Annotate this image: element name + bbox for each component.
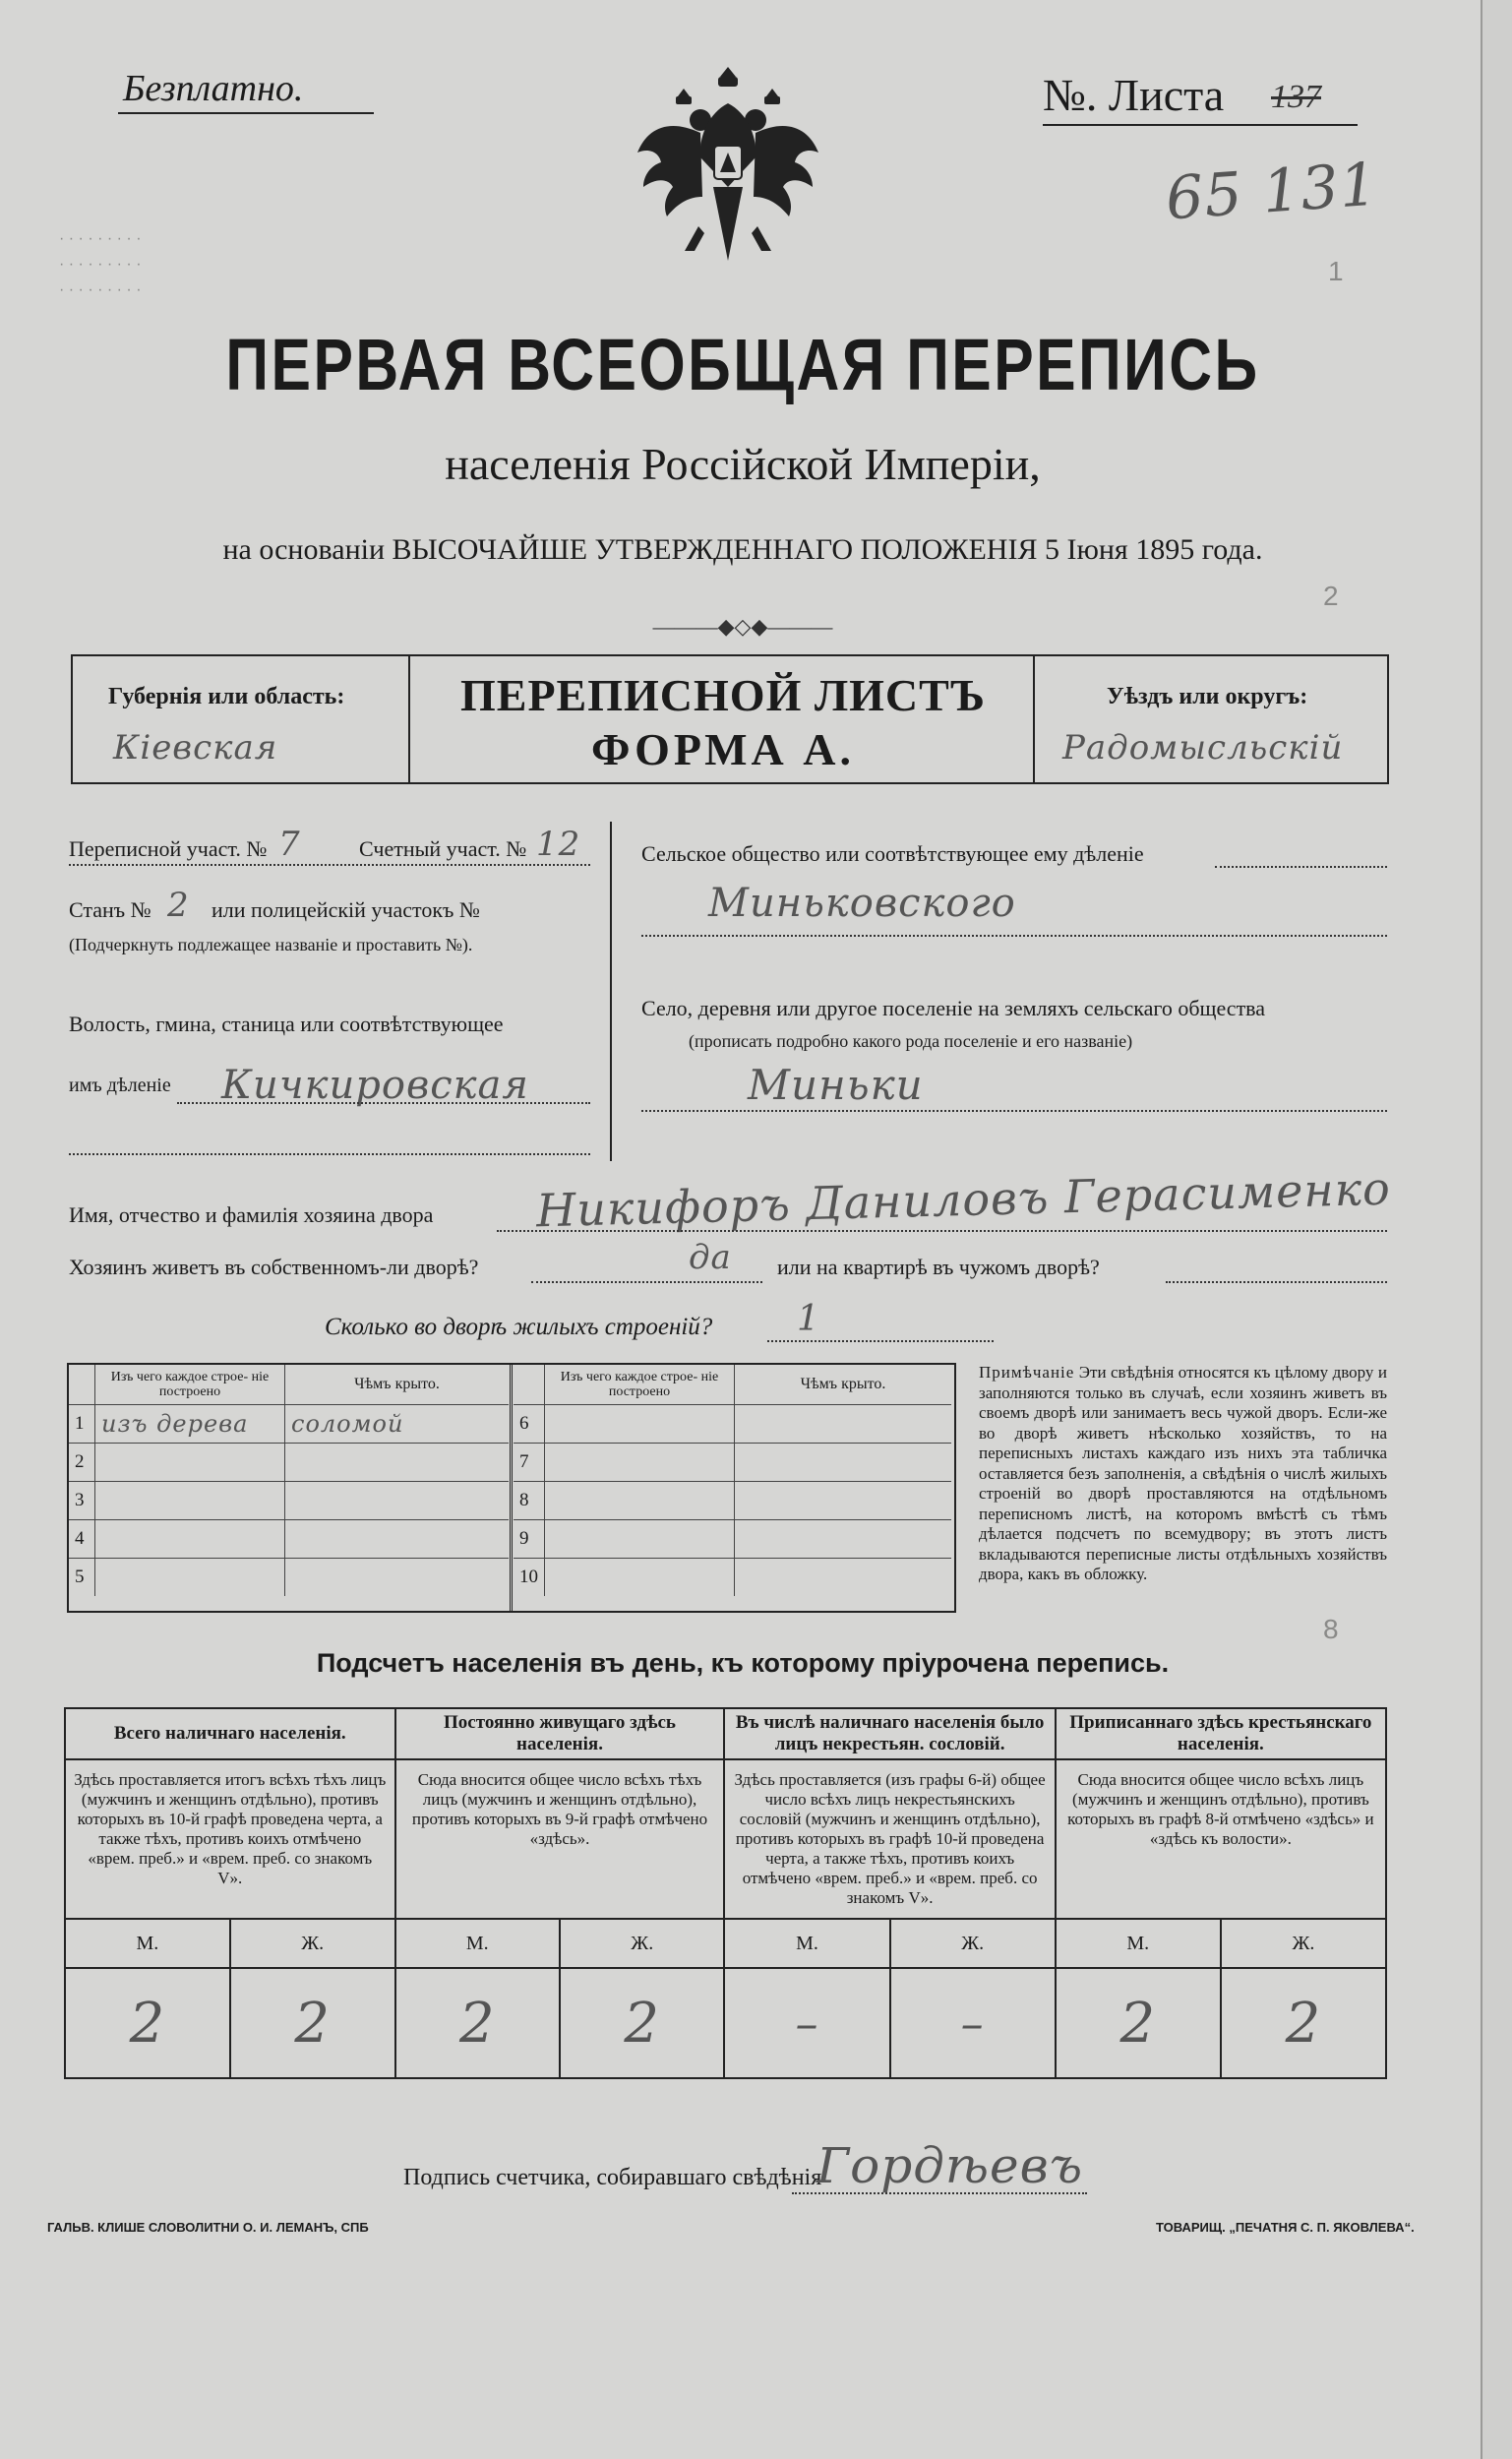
village-value: Миньки (748, 1061, 924, 1109)
volost-label-2: имъ дѣленіе (69, 1075, 171, 1096)
own-yard-label: Хозяинъ живетъ въ собственномъ-ли дворѣ? (69, 1255, 479, 1279)
bleed-through: 8 (1323, 1614, 1339, 1644)
pop-col-desc-3: Здѣсь проставляется (изъ графы 6-й) общее число всѣхъ лицъ некрестьянскихъ сословій (мужчинъ и женщинъ отдѣльно), противъ которыхъ въ графѣ 10-й проведена черта, а также тѣхъ, противъ коихъ отмѣчено «врем. преб.» и «врем. преб. со знакомъ V». (724, 1759, 1055, 1919)
pop-col-header-1: Всего наличнаго населенія. (65, 1708, 395, 1759)
permanent-male: 2 (395, 1968, 560, 2078)
area-note: (Подчеркнуть подлежащее названіе и проставить №). (69, 935, 473, 954)
form-label: ФОРМА А. (591, 724, 855, 774)
society-label: Сельское общество или соотвѣтствующее ему дѣленіе (641, 841, 1144, 866)
m-label: М. (724, 1919, 889, 1968)
table-row: 6 (514, 1404, 951, 1443)
table-row: 7 (514, 1443, 951, 1481)
pop-col-desc-1: Здѣсь проставляется итогъ всѣхъ тѣхъ лицъ (мужчинъ и женщинъ отдѣльно), противъ которыхъ въ 10-й графѣ проведена черта, а также тѣхъ, противъ коихъ отмѣчено «врем. преб.» и «врем. преб. со знакомъ V». (65, 1759, 395, 1919)
ornament-divider: ———◆◇◆——— (652, 614, 833, 639)
f-label: Ж. (560, 1919, 724, 1968)
pop-col-header-3: Въ числѣ наличнаго населенія было лицъ некрестьян. сословій. (724, 1708, 1055, 1759)
village-label: Село, деревня или другое поселеніе на земляхъ сельскаго общества (641, 996, 1266, 1020)
pop-col-header-2: Постоянно живущаго здѣсь населенія. (395, 1708, 725, 1759)
bleed-through: 2 (1323, 581, 1339, 611)
table-row: 4 (69, 1519, 509, 1558)
paper-edge (1481, 0, 1512, 2459)
buildings-table-right (514, 1365, 951, 1596)
table-row: 2 (69, 1443, 509, 1481)
registered-male: 2 (1056, 1968, 1221, 2078)
f-label: Ж. (1221, 1919, 1386, 1968)
permanent-female: 2 (560, 1968, 724, 2078)
sheet-title: ПЕРЕПИСНОЙ ЛИСТЪ (459, 670, 987, 720)
stan-value: 2 (167, 886, 190, 925)
volost-label: Волость, гмина, станица или соотвѣтствующее (69, 1012, 504, 1036)
signature-label: Подпись счетчика, собиравшаго свѣдѣнія (403, 2165, 822, 2190)
main-title: ПЕРВАЯ ВСЕОБЩАЯ ПЕРЕПИСЬ (225, 324, 1260, 405)
col-material-header: Изъ чего каждое строе- ніе построено (545, 1365, 735, 1404)
m-label: М. (1056, 1919, 1221, 1968)
table-row: 5 (69, 1558, 509, 1596)
col-material-header: Изъ чего каждое строе- ніе построено (95, 1365, 285, 1404)
table-row: 3 (69, 1481, 509, 1519)
m-label: М. (65, 1919, 230, 1968)
census-area-value: 7 (278, 825, 301, 864)
society-value: Миньковского (708, 881, 1016, 926)
total-male: 2 (65, 1968, 230, 2078)
count-area-value: 12 (536, 825, 581, 864)
population-table (64, 1707, 1387, 2079)
owner-name-value: Никифоръ Даниловъ Герасименко (535, 1161, 1392, 1238)
table-row: 10 (514, 1558, 951, 1596)
census-area-label: Переписной участ. № (69, 836, 268, 861)
own-yard-value: да (689, 1238, 732, 1277)
registered-female: 2 (1221, 1968, 1386, 2078)
province-value: Кіевская (113, 728, 278, 768)
pop-col-header-4: Приписаннаго здѣсь крестьянскаго населенія. (1056, 1708, 1386, 1759)
table-row: 1 изъ дерева соломой (69, 1404, 509, 1443)
free-label: Безплатно. (123, 68, 304, 109)
district-label: Уѣздъ или округъ: (1107, 684, 1308, 709)
f-label: Ж. (890, 1919, 1056, 1968)
pop-col-desc-2: Сюда вносится общее число всѣхъ тѣхъ лицъ (мужчинъ и женщинъ отдѣльно), противъ которыхъ въ 9-й графѣ отмѣчено «здѣсь». (395, 1759, 725, 1919)
m-label: М. (395, 1919, 560, 1968)
sheet-number-handwritten: 65 131 (1163, 150, 1381, 234)
pop-col-desc-4: Сюда вносится общее число всѣхъ лицъ (мужчинъ и женщинъ отдѣльно), противъ которыхъ въ графѣ 8-й отмѣчено «здѣсь» и «здѣсь къ волости». (1056, 1759, 1386, 1919)
footer-left: ГАЛЬВ. КЛИШЕ СЛОВОЛИТНИ О. И. ЛЕМАНЪ, СПБ (47, 2220, 369, 2235)
rented-label: или на квартирѣ въ чужомъ дворѣ? (777, 1255, 1100, 1279)
owner-name-label: Имя, отчество и фамилія хозяина двора (69, 1202, 434, 1227)
bleed-through: · · · · · · · · · · · · · · · · · · · · · · · · · · · (59, 230, 142, 298)
signature-value: Гордѣевъ (816, 2137, 1084, 2194)
district-value: Радомысльскій (1062, 728, 1344, 768)
note-lead: Примѣчаніе (979, 1363, 1075, 1382)
col-roof-header: Чѣмъ крыто. (735, 1365, 952, 1404)
police-label: или полицейскій участокъ № (212, 897, 480, 922)
f-label: Ж. (230, 1919, 395, 1968)
stan-label: Станъ № (69, 897, 151, 922)
buildings-table-left (69, 1365, 509, 1596)
material-cell: изъ дерева (95, 1404, 285, 1443)
sheet-number-label: №. Листа (1043, 70, 1225, 120)
subtitle: населенія Россійской Имперіи, (445, 439, 1041, 489)
roof-cell: соломой (285, 1404, 510, 1443)
buildings-value: 1 (797, 1299, 820, 1339)
buildings-label: Сколько во дворѣ жилыхъ строеній? (325, 1314, 713, 1340)
village-note: (прописать подробно какого рода поселеніе и его названіе) (689, 1031, 1133, 1051)
count-area-label: Счетный участ. № (359, 836, 527, 861)
province-label: Губернія или область: (108, 684, 345, 709)
population-title: Подсчетъ населенія въ день, къ которому пріурочена перепись. (316, 1648, 1170, 1678)
nonpeasant-female: – (890, 1968, 1056, 2078)
volost-value: Кичкировская (221, 1063, 529, 1108)
imperial-eagle-emblem (630, 59, 826, 271)
total-female: 2 (230, 1968, 395, 2078)
footer-right: ТОВАРИЩ. „ПЕЧАТНЯ С. П. ЯКОВЛЕВА“. (1156, 2220, 1415, 2235)
basis-line: на основаніи ВЫСОЧАЙШЕ УТВЕРЖДЕННАГО ПОЛОЖЕНІЯ 5 Іюня 1895 года. (222, 533, 1263, 566)
buildings-note (979, 1363, 1387, 1585)
col-roof-header: Чѣмъ крыто. (285, 1365, 510, 1404)
table-row: 9 (514, 1519, 951, 1558)
sheet-number-struck: 137 (1271, 79, 1321, 115)
note-text: Эти свѣдѣнія относятся къ цѣлому двору и заполняются только въ случаѣ, если хозяинъ живетъ въ своемъ дворѣ или занимаетъ весь чужой дворъ. Если-же во дворѣ живетъ нѣсколько хозяйствъ, то на переписныхъ листахъ каждаго изъ нихъ эта табличка оставляется безъ заполненія, а свѣдѣнія о числѣ жилыхъ строеній во дворѣ проставляются на отдѣльномъ переписномъ листѣ, на которомъ вмѣстѣ съ тѣмъ дѣлается подсчетъ по всемудвору; въ этотъ листъ вкладываются переписные листы отдѣльныхъ хозяйствъ двора, какъ въ обложку. (979, 1363, 1387, 1583)
nonpeasant-male: – (724, 1968, 889, 2078)
bleed-through: 1 (1328, 256, 1344, 286)
table-row: 8 (514, 1481, 951, 1519)
